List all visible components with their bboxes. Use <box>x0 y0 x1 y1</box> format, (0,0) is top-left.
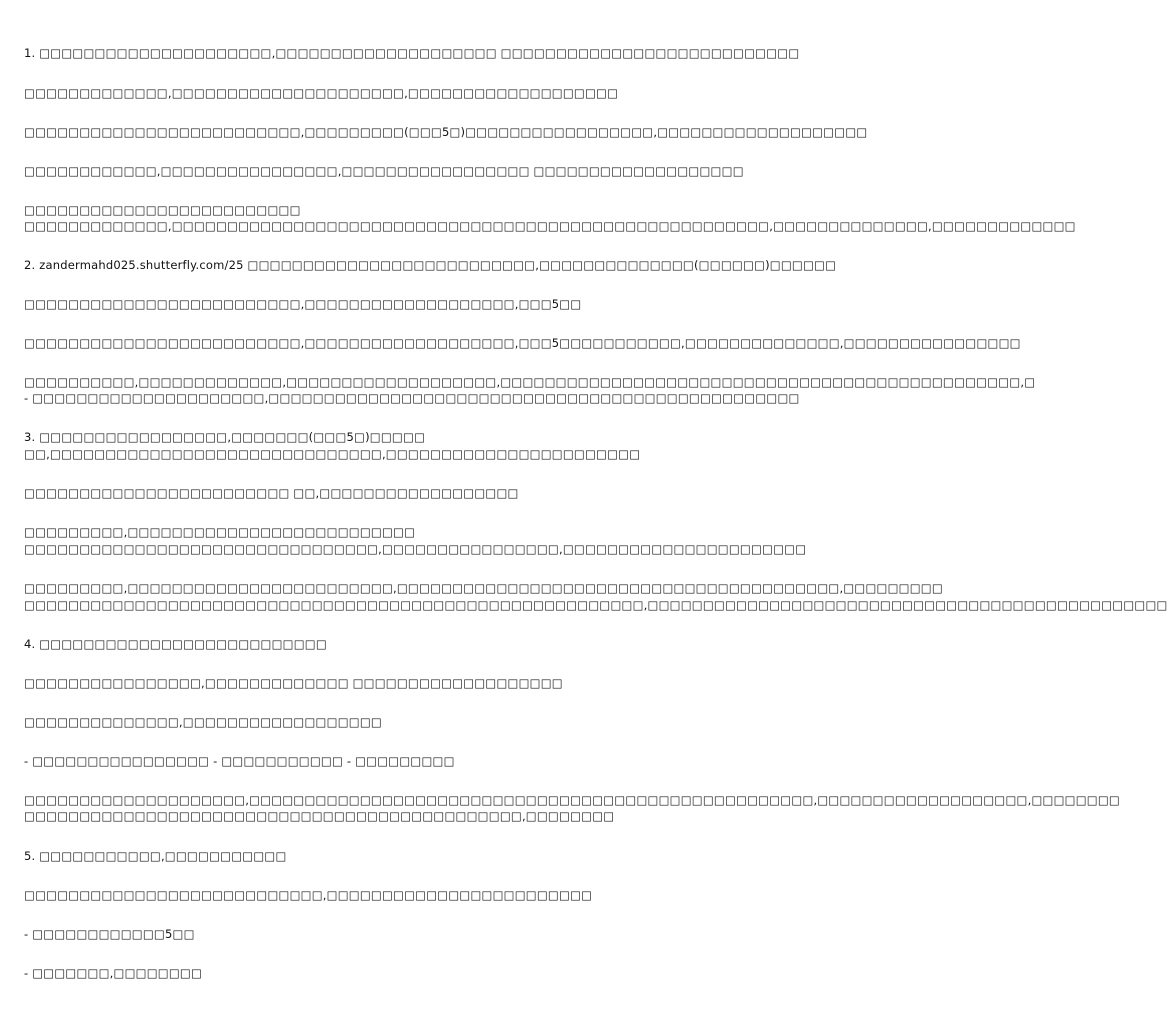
section-5-heading: 5. □□□□□□□□□□□,□□□□□□□□□□□ <box>24 849 287 863</box>
paragraph-8-line-2: - □□□□□□□□□□□□□□□□□□□□□,□□□□□□□□□□□□□□□□□□□□□□□□□□□□□□□□□□□□□□□□□□□□□□□□ <box>24 391 800 405</box>
paragraph-11-line-1: □□□□□□□□□,□□□□□□□□□□□□□□□□□□□□□□□□□□ <box>24 525 416 539</box>
paragraph-1-line-1: 1. □□□□□□□□□□□□□□□□□□□□□,□□□□□□□□□□□□□□□□□□□□ □□□□□□□□□□□□□□□□□□□□□□□□□□□ <box>24 46 800 60</box>
paragraph-9-line-2: □□,□□□□□□□□□□□□□□□□□□□□□□□□□□□□□□,□□□□□□□□□□□□□□□□□□□□□□□ <box>24 447 641 461</box>
paragraph-10-line-1: □□□□□□□□□□□□□□□□□□□□□□□□ □□,□□□□□□□□□□□□□□□□□□ <box>24 486 519 500</box>
section-4-heading: 4. □□□□□□□□□□□□□□□□□□□□□□□□□□ <box>24 637 327 651</box>
paragraph-5-line-2: □□□□□□□□□□□□□,□□□□□□□□□□□□□□□□□□□□□□□□□□□□□□□□□□□□□□□□□□□□□□□□□□□□□□,□□□□□□□□□□□□□□,□□□□□□□□□□□□□ <box>24 219 1076 233</box>
paragraph-13-line-1: □□□□□□□□□□□□□□□□,□□□□□□□□□□□□□ □□□□□□□□□□□□□□□□□□□ <box>24 676 563 690</box>
paragraph-16-line-1: □□□□□□□□□□□□□□□□□□□□□□□□□□□,□□□□□□□□□□□□□□□□□□□□□□□□ <box>24 888 593 902</box>
paragraph-7-line-1: □□□□□□□□□□□□□□□□□□□□□□□□□,□□□□□□□□□□□□□□□□□□□,□□□5□□□□□□□□□□□,□□□□□□□□□□□□□□,□□□□□□□□□□□□□□□□ <box>24 336 1021 350</box>
paragraph-2-line-1: □□□□□□□□□□□□□,□□□□□□□□□□□□□□□□□□□□□,□□□□□□□□□□□□□□□□□□□ <box>24 86 619 100</box>
paragraph-14-line-1: □□□□□□□□□□□□□□,□□□□□□□□□□□□□□□□□□ <box>24 715 382 729</box>
bullet-item-1: - □□□□□□□□□□□□5□□ <box>24 927 195 941</box>
bullet-row: - □□□□□□□□□□□□□□□□ - □□□□□□□□□□□ - □□□□□□□□□ <box>24 754 455 768</box>
paragraph-3-line-1: □□□□□□□□□□□□□□□□□□□□□□□□□,□□□□□□□□□(□□□5□)□□□□□□□□□□□□□□□□□,□□□□□□□□□□□□□□□□□□□ <box>24 125 868 139</box>
bullet-item-2: - □□□□□□□,□□□□□□□□ <box>24 966 203 980</box>
paragraph-8-line-1: □□□□□□□□□□,□□□□□□□□□□□□□,□□□□□□□□□□□□□□□□□□□,□□□□□□□□□□□□□□□□□□□□□□□□□□□□□□□□□□□□□□□□□□□□□□□,□ <box>24 375 1036 389</box>
paragraph-15-line-2: □□□□□□□□□□□□□□□□□□□□□□□□□□□□□□□□□□□□□□□□□□□□□,□□□□□□□□ <box>24 809 615 823</box>
paragraph-12-line-1: □□□□□□□□□,□□□□□□□□□□□□□□□□□□□□□□□□,□□□□□□□□□□□□□□□□□□□□□□□□□□□□□□□□□□□□□□□□,□□□□□□□□□ <box>24 581 943 595</box>
paragraph-6-line-1: □□□□□□□□□□□□□□□□□□□□□□□□□,□□□□□□□□□□□□□□□□□□□,□□□5□□ <box>24 297 582 311</box>
paragraph-11-line-2: □□□□□□□□□□□□□□□□□□□□□□□□□□□□□□□□,□□□□□□□□□□□□□□□□,□□□□□□□□□□□□□□□□□□□□□□ <box>24 542 807 556</box>
paragraph-15-line-1: □□□□□□□□□□□□□□□□□□□□,□□□□□□□□□□□□□□□□□□□□□□□□□□□□□□□□□□□□□□□□□□□□□□□□□□□,□□□□□□□□□□□□□□□□□□□,□□□□□□□□ <box>24 793 1120 807</box>
section-2-heading: 2. zandermahd025.shutterfly.com/25 □□□□□□□□□□□□□□□□□□□□□□□□□□,□□□□□□□□□□□□□□(□□□□□□)□□□□□□ <box>24 258 837 272</box>
section-3-heading: 3. □□□□□□□□□□□□□□□□□,□□□□□□□(□□□5□)□□□□□ <box>24 430 426 444</box>
paragraph-4-line-1: □□□□□□□□□□□□,□□□□□□□□□□□□□□□□,□□□□□□□□□□□□□□□□□ □□□□□□□□□□□□□□□□□□□ <box>24 164 744 178</box>
paragraph-12-line-2: □□□□□□□□□□□□□□□□□□□□□□□□□□□□□□□□□□□□□□□□□□□□□□□□□□□□□□□□,□□□□□□□□□□□□□□□□□□□□□□□□□□□□□□□□□□□□□□□□□□□□□□□ <box>24 598 1168 612</box>
paragraph-5-line-1: □□□□□□□□□□□□□□□□□□□□□□□□□ <box>24 203 301 217</box>
